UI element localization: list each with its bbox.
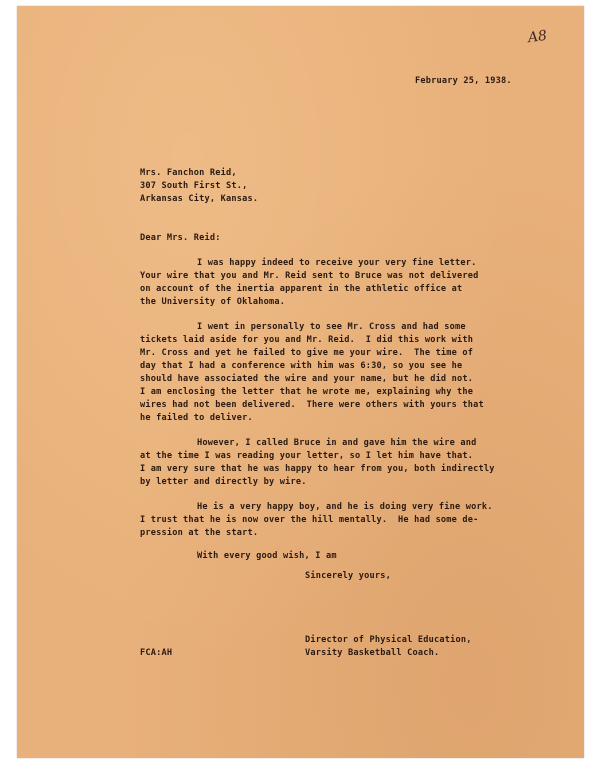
paragraph-1-line-1: I was happy indeed to receive your very fine letter. [197, 258, 477, 268]
letter-date: February 25, 1938. [415, 76, 512, 86]
salutation: Dear Mrs. Reid: [140, 233, 221, 243]
paragraph-4-line-1: He is a very happy boy, and he is doing very fine work. [197, 502, 493, 512]
initials: FCA:AH [140, 648, 173, 658]
recipient-city: Arkansas City, Kansas. [140, 194, 259, 204]
paragraph-2-line-1: I went in personally to see Mr. Cross and had some [197, 322, 466, 332]
paragraph-1-line-4: the University of Oklahoma. [140, 297, 286, 307]
paragraph-1-line-2: Your wire that you and Mr. Reid sent to Bruce was not delivered [140, 271, 479, 281]
paragraph-3-line-2: at the time I was reading your letter, so I let him have that. [140, 451, 474, 461]
paragraph-1-line-3: on account of the inertia apparent in the athletic office at [140, 284, 463, 294]
paragraph-2-line-7: wires had not been delivered. There were others with yours that [140, 400, 484, 410]
paragraph-2-line-5: should have associated the wire and your name, but he did not. [140, 374, 474, 384]
signature-title-2: Varsity Basketball Coach. [305, 648, 440, 658]
recipient-street: 307 South First St., [140, 181, 248, 191]
corner-handwritten-mark: A8 [526, 27, 549, 47]
recipient-name: Mrs. Fanchon Reid, [140, 168, 237, 178]
paragraph-5-line-1: With every good wish, I am [197, 551, 337, 561]
closing: Sincerely yours, [305, 571, 391, 581]
paragraph-2-line-2: tickets laid aside for you and Mr. Reid. I did this work with [140, 335, 474, 345]
paragraph-3-line-1: However, I called Bruce in and gave him the wire and [197, 438, 477, 448]
paragraph-2-line-3: Mr. Cross and yet he failed to give me your wire. The time of [140, 348, 474, 358]
paragraph-4-line-2: I trust that he is now over the hill mentally. He had some de- [140, 515, 479, 525]
paragraph-2-line-4: day that I had a conference with him was 6:30, so you see he [140, 361, 463, 371]
paragraph-3-line-4: by letter and directly by wire. [140, 477, 307, 487]
paragraph-2-line-8: he failed to deliver. [140, 413, 253, 423]
signature-title-1: Director of Physical Education, [305, 635, 472, 645]
paragraph-3-line-3: I am very sure that he was happy to hear from you, both indirectly [140, 464, 495, 474]
paragraph-4-line-3: pression at the start. [140, 528, 259, 538]
paragraph-2-line-6: I am enclosing the letter that he wrote me, explaining why the [140, 387, 474, 397]
